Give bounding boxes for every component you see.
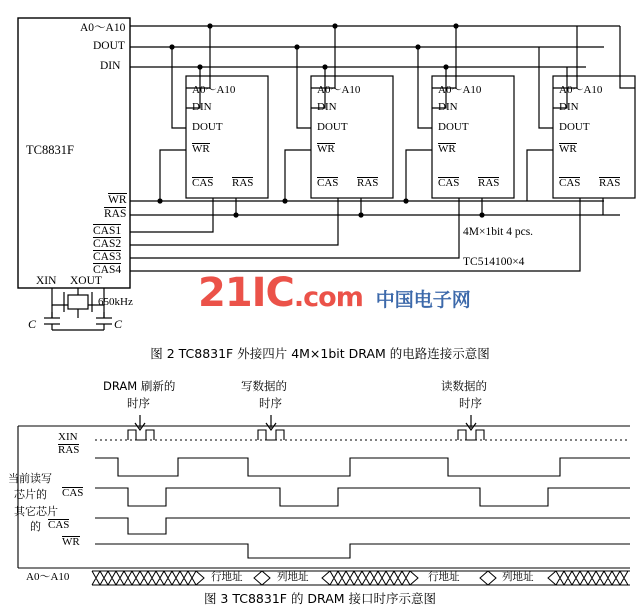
label-cas2: CAS2 <box>93 238 122 250</box>
dram4-label-wr: WR <box>559 143 577 155</box>
dram4-label-a0-a10: A0～A10 <box>559 84 603 96</box>
dram2-label-dout: DOUT <box>317 121 348 133</box>
row-label-ras: RAS <box>58 444 80 456</box>
label-cas1: CAS1 <box>93 225 122 237</box>
label-osc-freq: 650kHz <box>98 296 133 308</box>
dram1-label-dout: DOUT <box>192 121 223 133</box>
dram3-label-ras: RAS <box>478 177 500 189</box>
bus-label-row-addr-1: 行地址 <box>211 571 243 583</box>
dram1-label-wr: WR <box>192 143 210 155</box>
figure3-caption: 图 3 TC8831F 的 DRAM 接口时序示意图 <box>203 591 437 606</box>
dram4-label-cas: CAS <box>559 177 581 189</box>
row-label-other-line1: 其它芯片 <box>14 505 58 518</box>
label-cas3: CAS3 <box>93 251 122 263</box>
annotation-read-line2: 时序 <box>459 396 482 410</box>
note-line2: TC514100×4 <box>463 256 525 268</box>
dram2-label-cas: CAS <box>317 177 339 189</box>
watermark-cn: 中国电子网 <box>375 289 471 311</box>
dram2-label-ras: RAS <box>357 177 379 189</box>
note-line1: 4M×1bit 4 pcs. <box>463 226 534 238</box>
row-label-current-line1: 当前读写 <box>8 472 52 485</box>
label-cas4: CAS4 <box>93 264 122 276</box>
row-label-current-line2: 芯片的 <box>14 488 47 501</box>
dram3-label-cas: CAS <box>438 177 460 189</box>
row-label-other-cas: CAS <box>48 519 70 531</box>
dram1-label-a0-a10: A0～A10 <box>192 84 236 96</box>
watermark-main: 21IC <box>198 270 294 316</box>
dram4-label-din: DIN <box>559 101 579 113</box>
label-din-controller: DIN <box>100 60 121 72</box>
label-cap-left: C <box>28 317 37 331</box>
dram3-label-dout: DOUT <box>438 121 469 133</box>
label-controller-name: TC8831F <box>26 143 74 157</box>
figure3-timing <box>0 368 640 588</box>
figure2-caption: 图 2 TC8831F 外接四片 4M×1bit DRAM 的电路连接示意图 <box>150 346 490 361</box>
dram2-label-wr: WR <box>317 143 335 155</box>
label-ras-controller: RAS <box>104 208 127 220</box>
dram4-label-ras: RAS <box>599 177 621 189</box>
annotation-refresh-line1: DRAM 刷新的 <box>103 379 176 393</box>
dram3-label-din: DIN <box>438 101 458 113</box>
annotation-refresh-line2: 时序 <box>127 396 150 410</box>
label-dout-controller: DOUT <box>93 40 125 52</box>
bus-label-row-addr-2: 行地址 <box>428 571 460 583</box>
annotation-write-line1: 写数据的 <box>241 379 287 393</box>
watermark-domain: .com <box>293 282 363 313</box>
label-cap-right: C <box>114 317 123 331</box>
dram1-label-ras: RAS <box>232 177 254 189</box>
label-xin: XIN <box>36 275 57 287</box>
label-a0-a10-controller: A0～A10 <box>80 22 126 34</box>
dram3-label-a0-a10: A0～A10 <box>438 84 482 96</box>
annotation-write-line2: 时序 <box>259 396 282 410</box>
annotation-read-line1: 读数据的 <box>441 379 487 393</box>
dram4-label-dout: DOUT <box>559 121 590 133</box>
dram1-label-cas: CAS <box>192 177 214 189</box>
bus-label-col-addr-1: 列地址 <box>277 571 309 583</box>
label-wr-controller: WR <box>108 194 127 206</box>
dram2-label-a0-a10: A0～A10 <box>317 84 361 96</box>
row-label-address: A0～A10 <box>26 571 70 583</box>
dram1-label-din: DIN <box>192 101 212 113</box>
row-label-wr: WR <box>62 536 80 548</box>
label-xout: XOUT <box>70 275 102 287</box>
dram2-label-din: DIN <box>317 101 337 113</box>
row-label-current-cas: CAS <box>62 487 84 499</box>
row-label-xin: XIN <box>58 431 78 443</box>
dram3-label-wr: WR <box>438 143 456 155</box>
bus-label-col-addr-2: 列地址 <box>502 571 534 583</box>
row-label-other-line2: 的 <box>30 520 41 533</box>
